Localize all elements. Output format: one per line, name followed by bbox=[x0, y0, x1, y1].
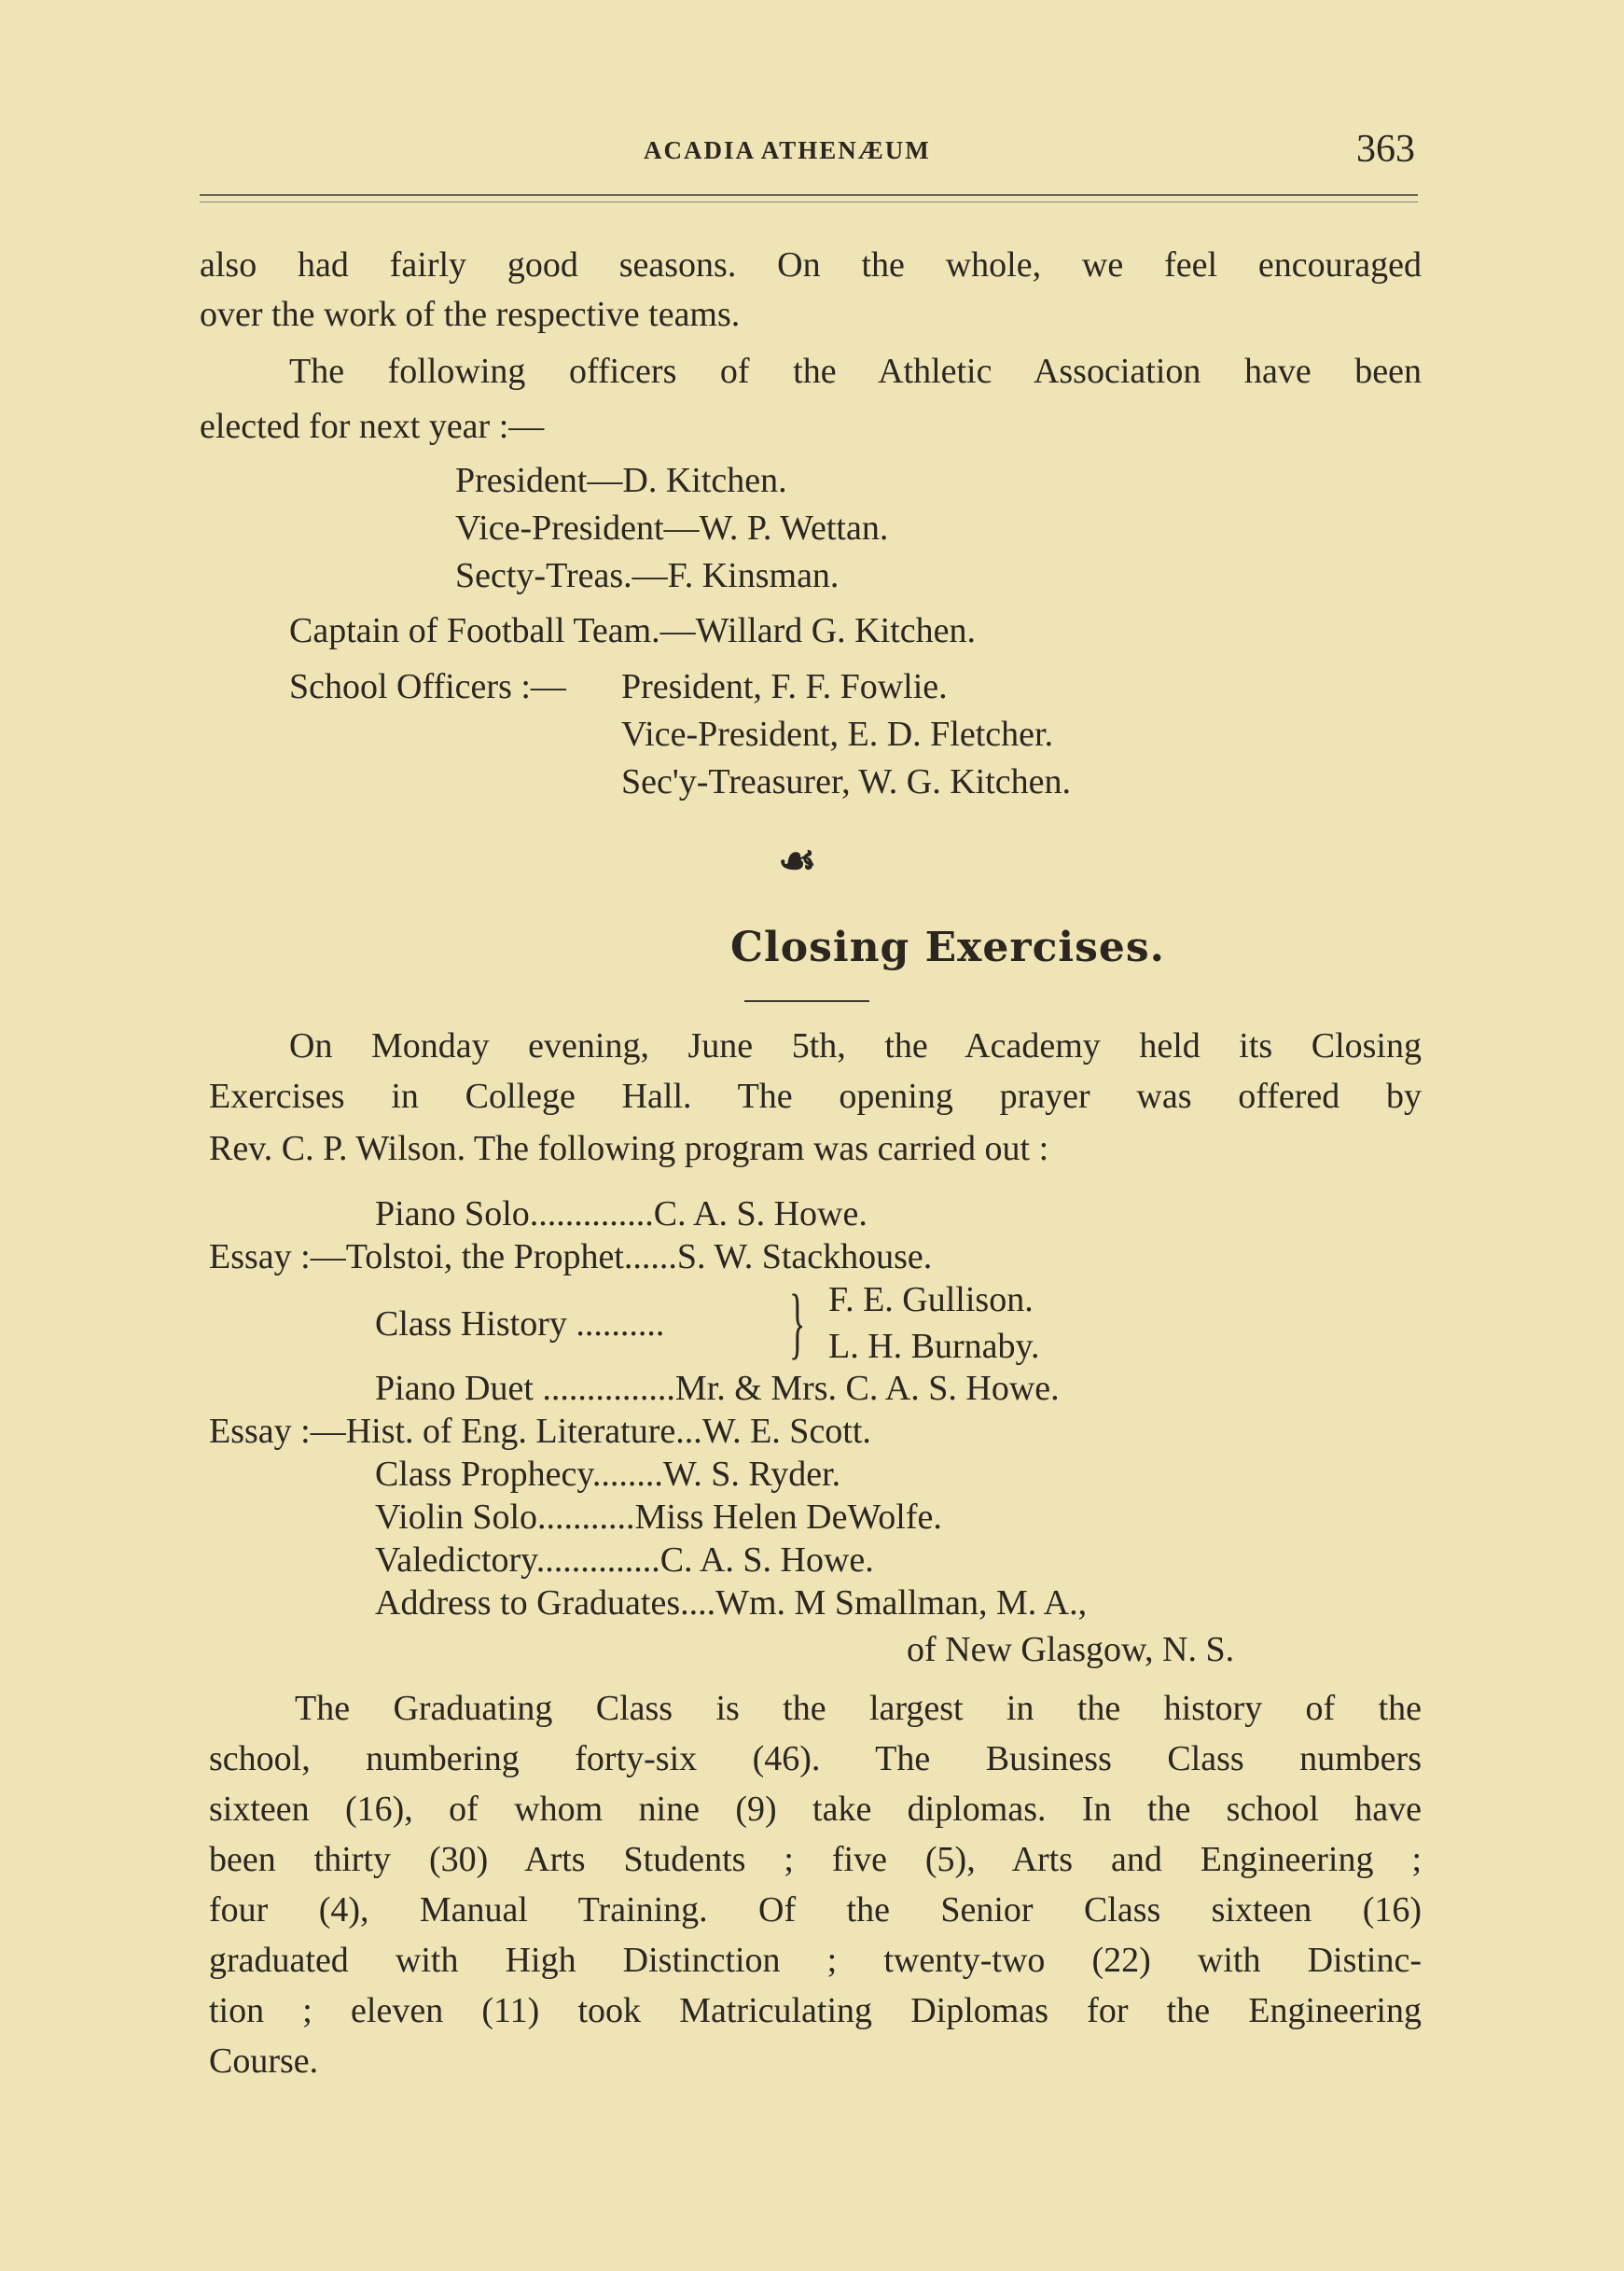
program-item: L. H. Burnaby. bbox=[828, 1327, 1040, 1366]
closing-paragraph-line: sixteen (16), of whom nine (9) take diplomas. In the school have bbox=[209, 1790, 1422, 1829]
running-title: ACADIA ATHENÆUM bbox=[644, 136, 931, 164]
closing-paragraph-line: tion ; eleven (11) took Matriculating Diplomas for the Engineering bbox=[209, 1991, 1422, 2030]
heading-rule bbox=[744, 1000, 869, 1002]
closing-paragraph-line: The Graduating Class is the largest in the history of the bbox=[295, 1689, 1422, 1728]
program-item: Violin Solo...........Miss Helen DeWolfe. bbox=[375, 1498, 942, 1537]
closing-intro-line: Rev. C. P. Wilson. The following program was carried out : bbox=[209, 1129, 1049, 1168]
captain-line: Captain of Football Team.—Willard G. Kitchen. bbox=[289, 611, 976, 650]
officer-line: Secty-Treas.—F. Kinsman. bbox=[455, 556, 840, 595]
officer-line: Vice-President—W. P. Wettan. bbox=[455, 509, 889, 548]
intro-line: elected for next year :— bbox=[200, 407, 545, 446]
school-officer-line: Sec'y-Treasurer, W. G. Kitchen. bbox=[621, 762, 1071, 801]
intro-line: also had fairly good seasons. On the whole, we feel encouraged bbox=[200, 245, 1422, 285]
school-officer-line: Vice-President, E. D. Fletcher. bbox=[621, 715, 1054, 754]
program-item: Valedictory..............C. A. S. Howe. bbox=[375, 1540, 874, 1580]
header-rule bbox=[200, 194, 1418, 196]
page-number: 363 bbox=[1356, 128, 1415, 171]
closing-paragraph-line: school, numbering forty-six (46). The Business Class numbers bbox=[209, 1739, 1422, 1778]
closing-intro-line: Exercises in College Hall. The opening prayer was offered by bbox=[209, 1077, 1422, 1116]
closing-paragraph-line: been thirty (30) Arts Students ; five (5), Arts and Engineering ; bbox=[209, 1840, 1422, 1879]
closing-paragraph-line: four (4), Manual Training. Of the Senior Class sixteen (16) bbox=[209, 1890, 1422, 1930]
program-item: Class Prophecy........W. S. Ryder. bbox=[375, 1455, 841, 1494]
program-item: Address to Graduates....Wm. M Smallman, M. A., bbox=[375, 1583, 1088, 1623]
program-item: Essay :—Tolstoi, the Prophet......S. W. Stackhouse. bbox=[209, 1237, 933, 1276]
program-item: Piano Duet ...............Mr. & Mrs. C. A. S. Howe. bbox=[375, 1369, 1060, 1408]
closing-paragraph-line: graduated with High Distinction ; twenty-two (22) with Distinc- bbox=[209, 1941, 1422, 1980]
closing-intro-line: On Monday evening, June 5th, the Academy held its Closing bbox=[289, 1026, 1422, 1066]
program-item: of New Glasgow, N. S. bbox=[907, 1630, 1235, 1669]
intro-line: The following officers of the Athletic Association have been bbox=[289, 352, 1422, 391]
section-heading: Closing Exercises. bbox=[730, 924, 1165, 971]
closing-paragraph-line: Course. bbox=[209, 2041, 319, 2081]
school-officer-line: President, F. F. Fowlie. bbox=[621, 667, 948, 706]
program-item: F. E. Gullison. bbox=[828, 1280, 1034, 1319]
curly-brace-icon: } bbox=[789, 1277, 806, 1367]
program-item: Essay :—Hist. of Eng. Literature...W. E. Scott. bbox=[209, 1412, 871, 1451]
fleuron-ornament-icon: ☙ bbox=[778, 837, 817, 885]
school-officers-label: School Officers :— bbox=[289, 667, 566, 706]
officer-line: President—D. Kitchen. bbox=[455, 461, 787, 500]
intro-line: over the work of the respective teams. bbox=[200, 295, 741, 334]
program-item: Piano Solo..............C. A. S. Howe. bbox=[375, 1194, 868, 1233]
program-item: Class History .......... bbox=[375, 1304, 665, 1344]
